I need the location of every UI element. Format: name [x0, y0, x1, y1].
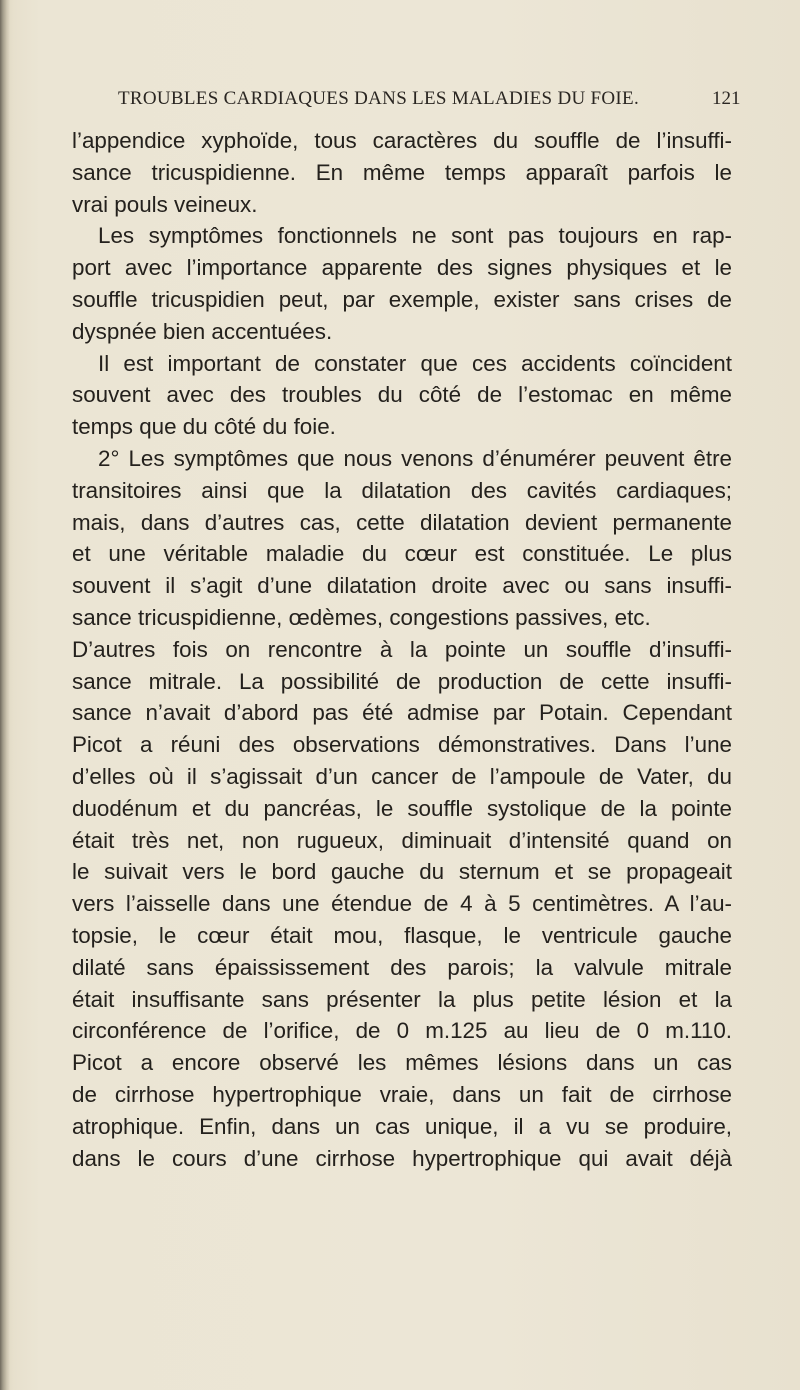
text-line: Picot a encore observé les mêmes lésions dans un cas [72, 1050, 732, 1076]
text-line: sance mitrale. La possibilité de production de cette insuffi- [72, 668, 732, 694]
page-binding-edge [0, 0, 10, 1390]
text-line: circonférence de l’orifice, de 0 m.125 au lieu de 0 m.110. [72, 1018, 732, 1044]
text-line: vers l’aisselle dans une étendue de 4 à 5 centimètres. A l’au- [72, 891, 732, 917]
running-head [0, 88, 800, 116]
body-text [72, 125, 732, 1174]
text-line: D’autres fois on rencontre à la pointe un souffle d’insuffi- [72, 636, 732, 662]
text-line: Picot a réuni des observations démonstratives. Dans l’une [72, 732, 732, 758]
text-line: sance tricuspidienne. En même temps apparaît parfois le [72, 159, 732, 185]
text-line: de cirrhose hypertrophique vraie, dans un fait de cirrhose [72, 1081, 732, 1107]
text-line: Il est important de constater que ces accidents coïncident [98, 350, 732, 376]
running-title: TROUBLES CARDIAQUES DANS LES MALADIES DU FOIE. [118, 88, 640, 109]
text-line: duodénum et du pancréas, le souffle systolique de la pointe [72, 795, 732, 821]
page-number: 121 [712, 88, 741, 109]
text-line: mais, dans d’autres cas, cette dilatation devient permanente [72, 509, 732, 535]
text-line: dilaté sans épaississement des parois; la valvule mitrale [72, 954, 732, 980]
text-line: était très net, non rugueux, diminuait d’intensité quand on [72, 827, 732, 853]
text-line: Les symptômes fonctionnels ne sont pas toujours en rap- [98, 223, 732, 249]
text-line: transitoires ainsi que la dilatation des cavités cardiaques; [72, 477, 732, 503]
text-line: dans le cours d’une cirrhose hypertrophique qui avait déjà [72, 1145, 732, 1171]
text-line: dyspnée bien accentuées. [72, 318, 333, 344]
text-line: souffle tricuspidien peut, par exemple, exister sans crises de [72, 286, 732, 312]
text-line: 2° Les symptômes que nous venons d’énumérer peuvent être [98, 445, 732, 471]
text-line: port avec l’importance apparente des signes physiques et le [72, 255, 732, 281]
text-line: topsie, le cœur était mou, flasque, le ventricule gauche [72, 922, 732, 948]
text-line: et une véritable maladie du cœur est constituée. Le plus [72, 541, 732, 567]
text-line: sance n’avait d’abord pas été admise par Potain. Cependant [72, 700, 732, 726]
text-line: atrophique. Enfin, dans un cas unique, il a vu se produire, [72, 1113, 732, 1139]
text-line: souvent avec des troubles du côté de l’estomac en même [72, 382, 732, 408]
text-line: était insuffisante sans présenter la plus petite lésion et la [72, 986, 732, 1012]
text-line: temps que du côté du foie. [72, 414, 336, 440]
text-line: l’appendice xyphoïde, tous caractères du souffle de l’insuffi- [72, 128, 732, 153]
text-line: sance tricuspidienne, œdèmes, congestions passives, etc. [72, 604, 651, 630]
text-line: le suivait vers le bord gauche du sternum et se propageait [72, 859, 732, 885]
text-line: vrai pouls veineux. [72, 191, 258, 217]
text-line: d’elles où il s’agissait d’un cancer de l’ampoule de Vater, du [72, 763, 732, 789]
text-line: souvent il s’agit d’une dilatation droite avec ou sans insuffi- [72, 573, 732, 599]
